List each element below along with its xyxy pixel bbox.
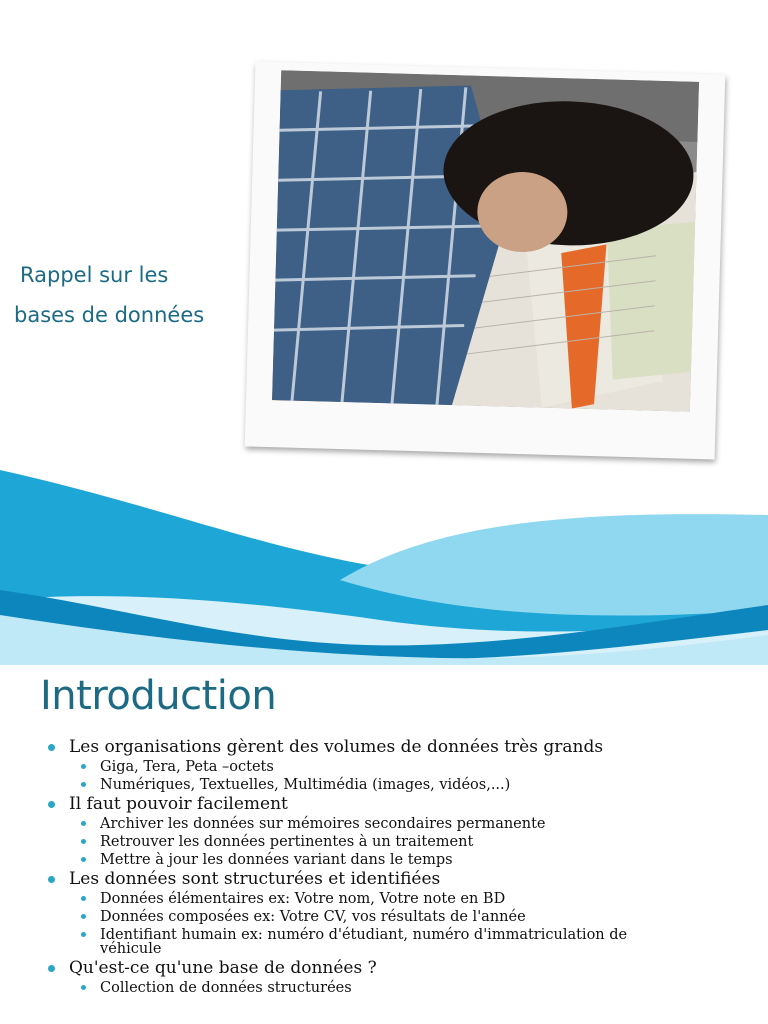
bullet-item: Il faut pouvoir facilement: [0, 794, 768, 815]
title-line-1: Rappel sur les: [20, 263, 169, 287]
bullet-item: Les données sont structurées et identifiées: [0, 869, 768, 890]
slide-title: Introduction: [40, 673, 277, 719]
bullet-list: [0, 737, 768, 997]
title-line-2: bases de données: [14, 303, 205, 327]
sub-bullet-item: Mettre à jour les données variant dans le temps: [0, 851, 768, 869]
sub-bullet-item: Retrouver les données pertinentes à un traitement: [0, 833, 768, 851]
bullet-item: Les organisations gèrent des volumes de données très grands: [0, 737, 768, 758]
child-writing-photo: [272, 70, 699, 412]
sub-bullet-item: Données élémentaires ex: Votre nom, Votre note en BD: [0, 890, 768, 908]
introduction-slide: [0, 665, 768, 1024]
title-slide-heading: [14, 255, 254, 335]
sub-bullet-item: Données composées ex: Votre CV, vos résultats de l'année: [0, 908, 768, 926]
wave-decoration: [0, 470, 768, 665]
photo-frame: [245, 62, 726, 460]
sub-bullet-item: Identifiant humain ex: numéro d'étudiant, numéro d'immatriculation de véhicule: [0, 926, 670, 958]
sub-bullet-item: Archiver les données sur mémoires secondaires permanente: [0, 815, 768, 833]
sub-bullet-item: Giga, Tera, Peta –octets: [0, 758, 768, 776]
sub-bullet-item: Collection de données structurées: [0, 979, 768, 997]
sub-bullet-item: Numériques, Textuelles, Multimédia (images, vidéos,...): [0, 776, 768, 794]
bullet-item: Qu'est-ce qu'une base de données ?: [0, 958, 768, 979]
